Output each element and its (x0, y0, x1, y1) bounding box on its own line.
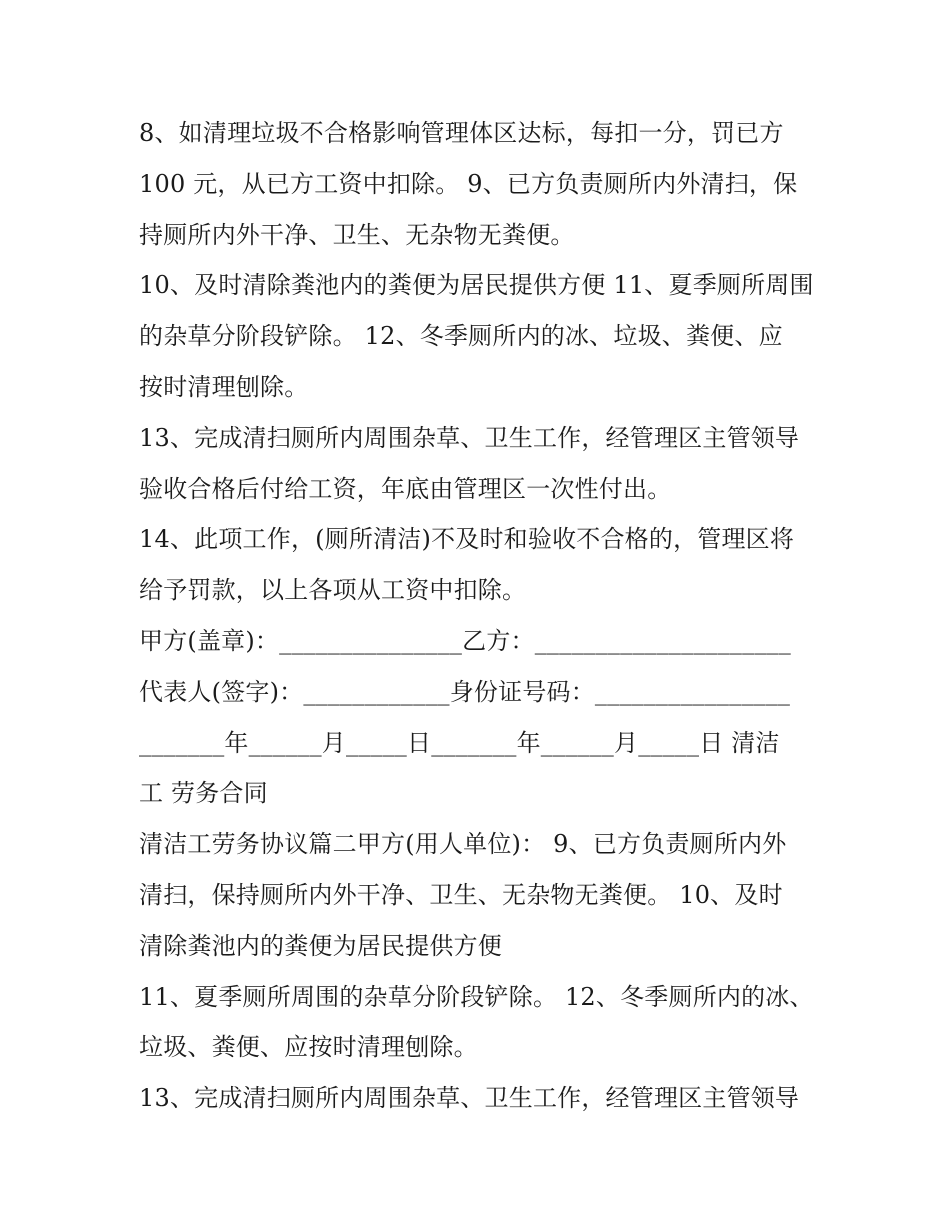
text-line: 13、完成清扫厕所内周围杂草、卫生工作，经管理区主管领导 (139, 423, 800, 452)
signature-line-representative-id: 代表人(签字)：____________身份证号码：________________ (139, 677, 791, 706)
text-line: 清扫，保持厕所内外干净、卫生、无杂物无粪便。 10、及时 (139, 880, 783, 909)
document-body (139, 108, 819, 1124)
text-line: 给予罚款，以上各项从工资中扣除。 (139, 576, 527, 605)
text-line: 验收合格后付给工资，年底由管理区一次性付出。 (139, 474, 672, 503)
text-line: 8、如清理垃圾不合格影响管理体区达标，每扣一分，罚已方 (139, 119, 784, 147)
text-line: 工 劳务合同 (139, 779, 268, 808)
text-line: 10、及时清除粪池内的粪便为居民提供方便 11、夏季厕所周围 (139, 271, 814, 300)
text-line: 100 元，从已方工资中扣除。 9、已方负责厕所内外清扫，保 (139, 169, 798, 198)
date-line: _______年______月_____日_______年______月_____日 清洁 (139, 728, 780, 757)
text-line: 持厕所内外干净、卫生、无杂物无粪便。 (139, 220, 575, 249)
text-line: 14、此项工作，(厕所清洁)不及时和验收不合格的，管理区将 (139, 525, 795, 554)
text-line: 垃圾、粪便、应按时清理刨除。 (139, 1033, 478, 1062)
signature-line-party-a-b: 甲方(盖章)：_______________乙方：_____________________ (139, 626, 791, 655)
text-line: 13、完成清扫厕所内周围杂草、卫生工作，经管理区主管领导 (139, 1084, 800, 1113)
text-line: 清洁工劳务协议篇二甲方(用人单位)： 9、已方负责厕所内外 (139, 830, 787, 859)
text-line: 按时清理刨除。 (139, 372, 309, 401)
text-line: 清除粪池内的粪便为居民提供方便 (139, 931, 502, 960)
text-line: 11、夏季厕所周围的杂草分阶段铲除。 12、冬季厕所内的冰、 (139, 982, 814, 1011)
text-line: 的杂草分阶段铲除。 12、冬季厕所内的冰、垃圾、粪便、应 (139, 322, 783, 351)
